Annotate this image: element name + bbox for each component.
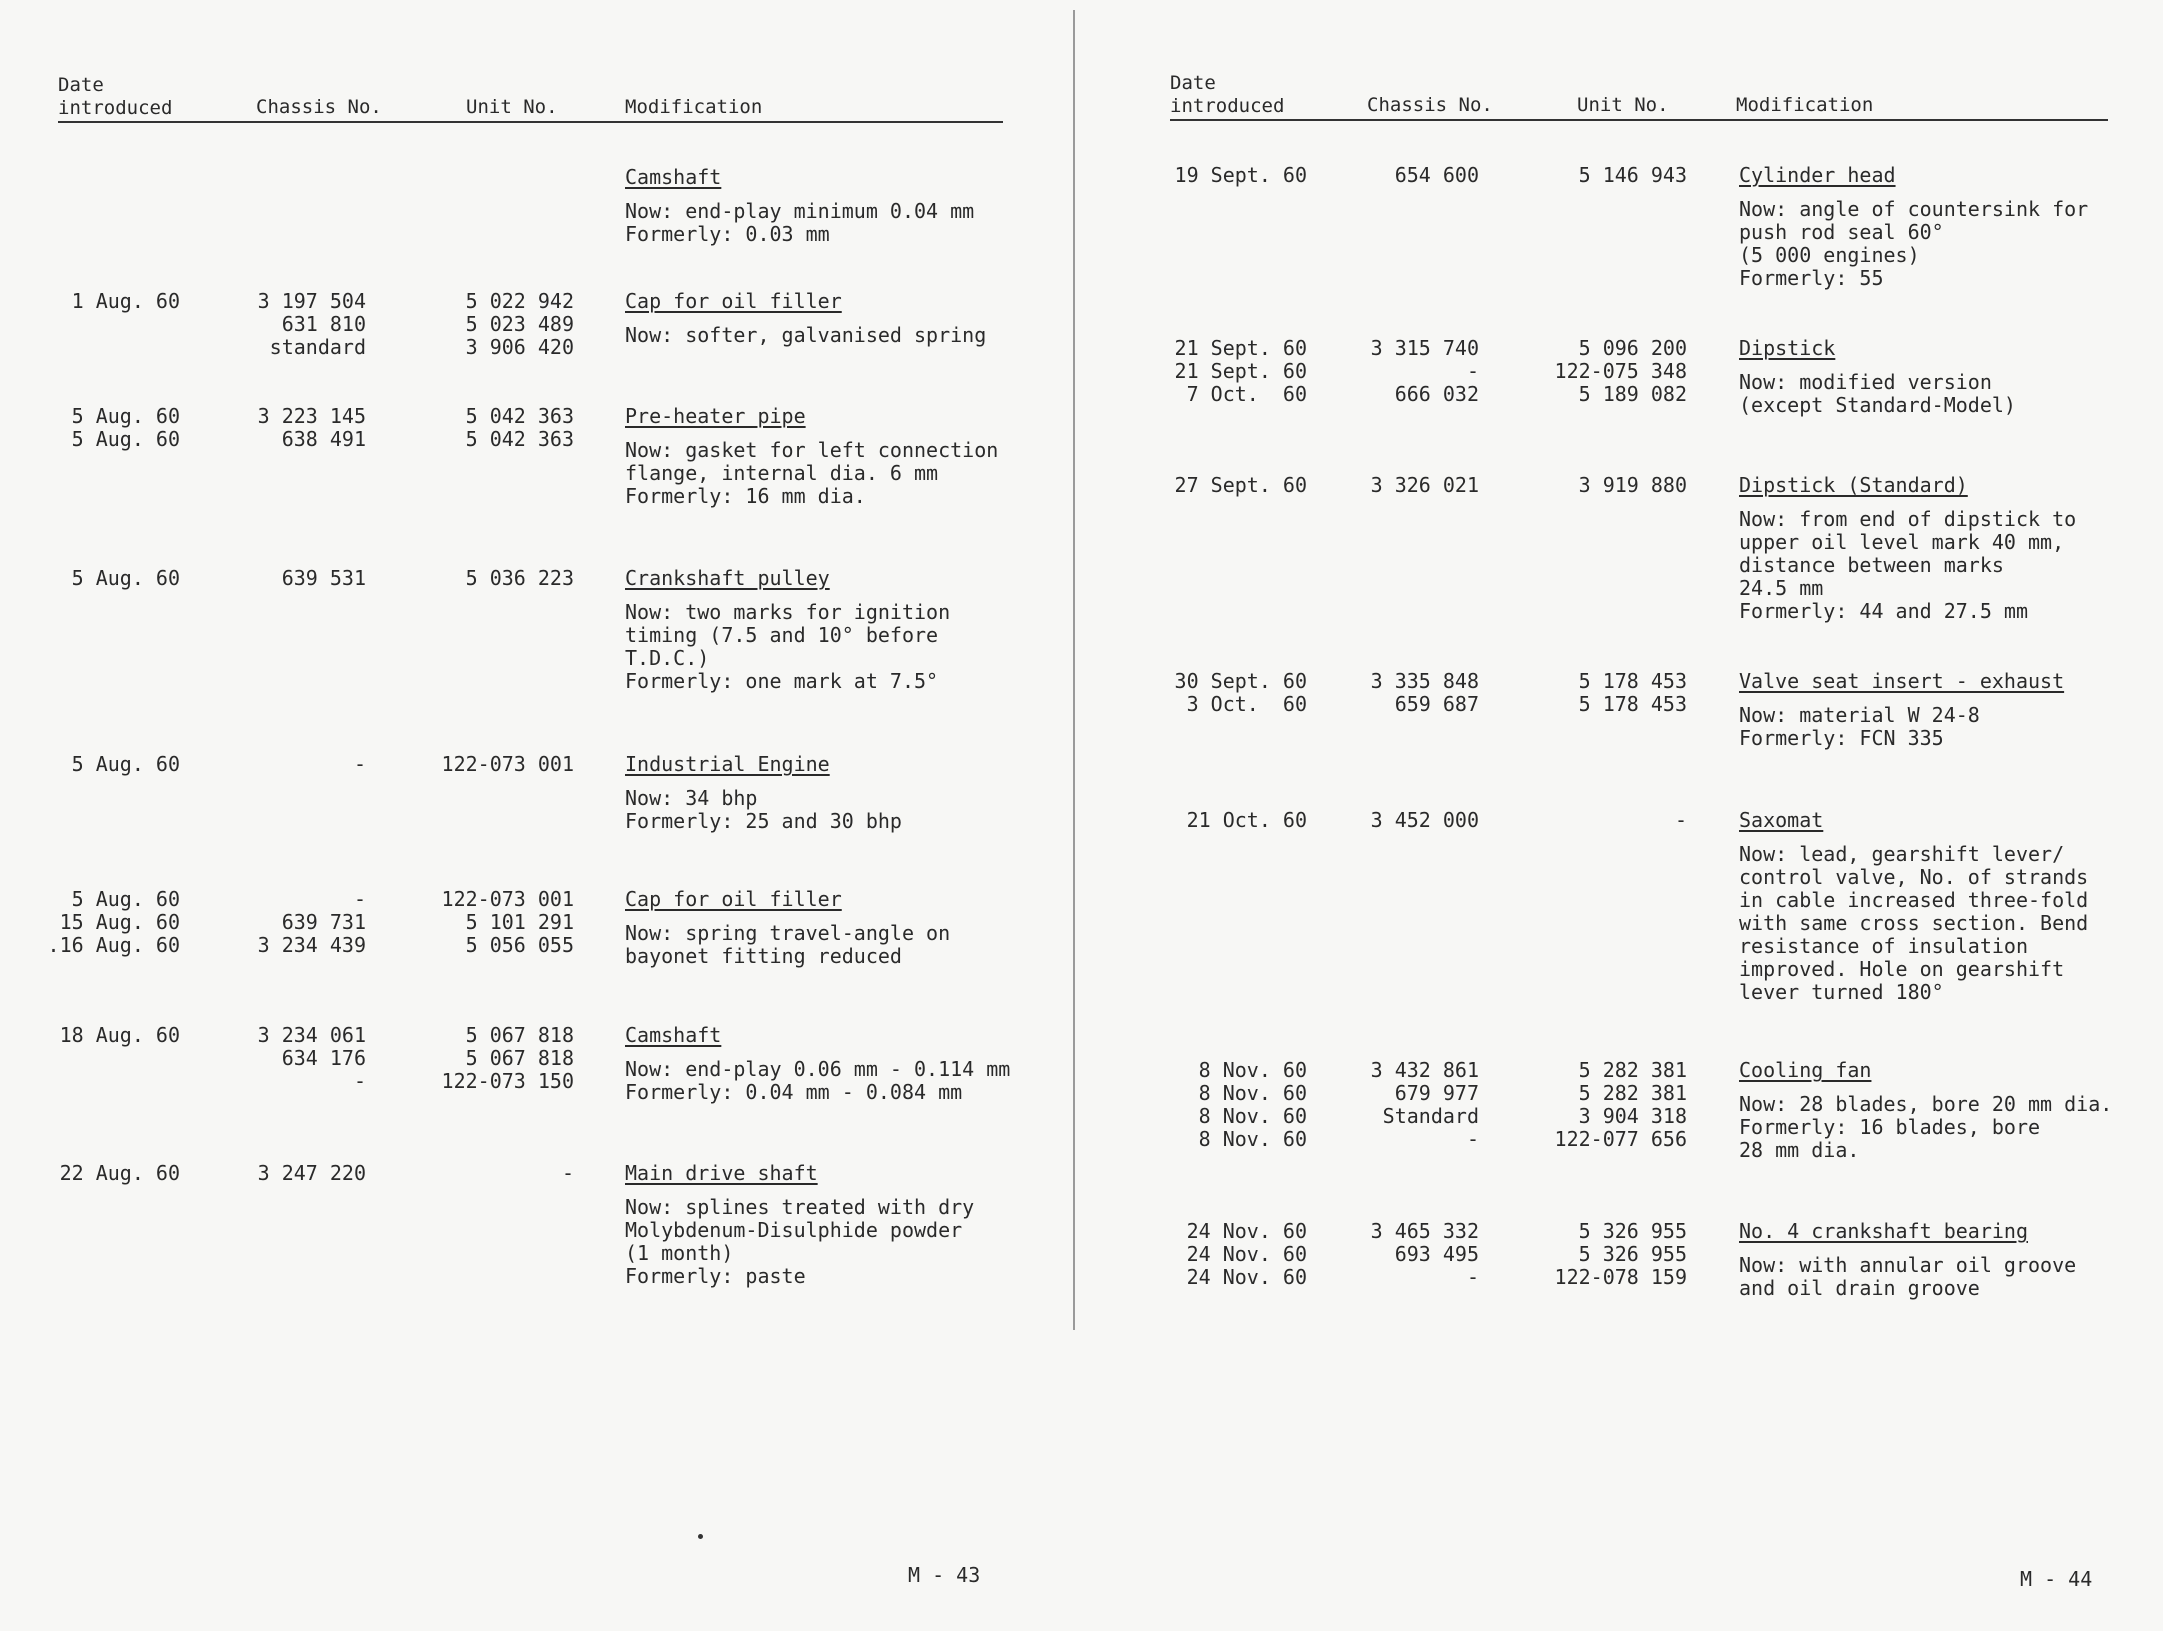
chassis-cell: 3 234 061 (257, 1023, 366, 1047)
modification-line: 24.5 mm (1739, 576, 1824, 600)
entry-modification (625, 405, 998, 508)
date-cell: 27 Sept. 60 (1174, 473, 1307, 497)
chassis-cell: 634 176 (281, 1046, 366, 1070)
chassis-cell: 659 687 (1394, 692, 1479, 716)
entry-modification (1739, 1220, 2076, 1300)
modification-line: push rod seal 60° (1739, 220, 1944, 244)
page-number: M - 44 (2020, 1567, 2093, 1591)
date-cell: 3 Oct. 60 (1186, 692, 1307, 716)
modification-title: Industrial Engine (625, 752, 830, 776)
modification-line: Formerly: 55 (1739, 266, 1884, 290)
header-date-line1: Date (1170, 72, 1216, 94)
entry-modification (625, 753, 902, 833)
entry-modification (625, 888, 950, 968)
date-cell: .16 Aug. 60 (47, 933, 180, 957)
entry-units (0, 1024, 574, 1093)
date-cell: 24 Nov. 60 (1186, 1242, 1307, 1266)
modification-line: flange, internal dia. 6 mm (625, 461, 939, 485)
date-cell: 22 Aug. 60 (59, 1161, 180, 1185)
unit-cell: 122-075 348 (1554, 359, 1687, 383)
date-cell: 5 Aug. 60 (71, 566, 180, 590)
modification-title: Cylinder head (1739, 163, 1896, 187)
unit-cell: 122-073 150 (441, 1069, 574, 1093)
modification-line: Formerly: 16 mm dia. (625, 484, 866, 508)
entry-units (0, 567, 574, 590)
chassis-cell: - (1466, 1127, 1479, 1151)
modification-line: (5 000 engines) (1739, 243, 1920, 267)
chassis-cell: - (353, 752, 366, 776)
modification-line: Formerly: one mark at 7.5° (625, 669, 939, 693)
chassis-cell: 3 465 332 (1370, 1219, 1479, 1243)
header-chassis: Chassis No. (256, 96, 382, 118)
modification-title: Main drive shaft (625, 1161, 818, 1185)
modification-title: Pre-heater pipe (625, 404, 806, 428)
unit-cell: 5 096 200 (1578, 336, 1687, 360)
entry-modification (625, 1162, 974, 1288)
modification-line: Now: with annular oil groove (1739, 1253, 2077, 1277)
chassis-cell: 3 247 220 (257, 1161, 366, 1185)
header-date (1170, 72, 1284, 118)
unit-cell: 122-073 001 (441, 887, 574, 911)
entry-modification (625, 290, 986, 347)
entry-modification (1739, 474, 2076, 623)
chassis-cell: - (353, 1069, 366, 1093)
date-cell: 7 Oct. 60 (1186, 382, 1307, 406)
entry-units (0, 290, 574, 359)
unit-cell: 5 056 055 (465, 933, 574, 957)
modification-line: Formerly: 44 and 27.5 mm (1739, 599, 2028, 623)
entry-modification (1739, 809, 2088, 1004)
entry-units (1075, 337, 1687, 406)
modification-line: Formerly: paste (625, 1264, 806, 1288)
modification-line: distance between marks (1739, 553, 2004, 577)
modification-line: bayonet fitting reduced (625, 944, 902, 968)
header-chassis: Chassis No. (1367, 94, 1493, 116)
entry-units (1075, 670, 1687, 716)
date-cell: 21 Oct. 60 (1186, 808, 1307, 832)
page-left (0, 0, 1075, 1631)
modification-line: Now: softer, galvanised spring (625, 323, 987, 347)
modification-line: Now: two marks for ignition (625, 600, 951, 624)
modification-line: Now: material W 24-8 (1739, 703, 1980, 727)
date-cell: 5 Aug. 60 (71, 404, 180, 428)
modification-line: improved. Hole on gearshift (1739, 957, 2065, 981)
modification-line: Now: lead, gearshift lever/ (1739, 842, 2065, 866)
header-rule (1170, 119, 2108, 121)
unit-cell: 3 919 880 (1578, 473, 1687, 497)
date-cell: 21 Sept. 60 (1174, 359, 1307, 383)
chassis-cell: 693 495 (1394, 1242, 1479, 1266)
chassis-cell: Standard (1382, 1104, 1479, 1128)
modification-title: No. 4 crankshaft bearing (1739, 1219, 2028, 1243)
modification-title: Valve seat insert - exhaust (1739, 669, 2065, 693)
unit-cell: 5 022 942 (465, 289, 574, 313)
modification-title: Saxomat (1739, 808, 1824, 832)
unit-cell: 5 178 453 (1578, 692, 1687, 716)
chassis-cell: 3 223 145 (257, 404, 366, 428)
chassis-cell: 654 600 (1394, 163, 1479, 187)
modification-line: upper oil level mark 40 mm, (1739, 530, 2065, 554)
date-cell: 24 Nov. 60 (1186, 1219, 1307, 1243)
page-number: M - 43 (908, 1563, 981, 1587)
unit-cell: 3 904 318 (1578, 1104, 1687, 1128)
chassis-cell: 3 315 740 (1370, 336, 1479, 360)
chassis-cell: 679 977 (1394, 1081, 1479, 1105)
chassis-cell: 639 731 (281, 910, 366, 934)
modification-line: Now: 34 bhp (625, 786, 758, 810)
header-modification: Modification (625, 96, 763, 118)
entry-units (1075, 164, 1687, 187)
entry-units (1075, 1220, 1687, 1289)
modification-line: Formerly: 0.03 mm (625, 222, 830, 246)
date-cell: 30 Sept. 60 (1174, 669, 1307, 693)
date-cell: 24 Nov. 60 (1186, 1265, 1307, 1289)
modification-line: Formerly: 25 and 30 bhp (625, 809, 902, 833)
page-right (1075, 0, 2163, 1631)
unit-cell: 5 067 818 (465, 1046, 574, 1070)
entry-units (1075, 1059, 1687, 1151)
modification-line: 28 mm dia. (1739, 1138, 1860, 1162)
modification-line: T.D.C.) (625, 646, 710, 670)
modification-line: (except Standard-Model) (1739, 393, 2016, 417)
date-cell: 5 Aug. 60 (71, 752, 180, 776)
unit-cell: 5 067 818 (465, 1023, 574, 1047)
modification-title: Cooling fan (1739, 1058, 1872, 1082)
modification-line: Now: angle of countersink for (1739, 197, 2089, 221)
modification-line: lever turned 180° (1739, 980, 1944, 1004)
modification-line: and oil drain groove (1739, 1276, 1980, 1300)
unit-cell: 5 282 381 (1578, 1058, 1687, 1082)
header-unit: Unit No. (1577, 94, 1669, 116)
unit-cell: - (1674, 808, 1687, 832)
modification-line: Now: spring travel-angle on (625, 921, 951, 945)
chassis-cell: 666 032 (1394, 382, 1479, 406)
unit-cell: 5 101 291 (465, 910, 574, 934)
chassis-cell: 3 335 848 (1370, 669, 1479, 693)
date-cell: 5 Aug. 60 (71, 427, 180, 451)
modification-line: in cable increased three-fold (1739, 888, 2089, 912)
modification-title: Dipstick (1739, 336, 1836, 360)
modification-line: Now: 28 blades, bore 20 mm dia. (1739, 1092, 2113, 1116)
unit-cell: 122-073 001 (441, 752, 574, 776)
chassis-cell: 3 234 439 (257, 933, 366, 957)
modification-line: Formerly: FCN 335 (1739, 726, 1944, 750)
unit-cell: 3 906 420 (465, 335, 574, 359)
unit-cell: 5 282 381 (1578, 1081, 1687, 1105)
date-cell: 5 Aug. 60 (71, 887, 180, 911)
header-date-line1: Date (58, 74, 104, 96)
date-cell: 15 Aug. 60 (59, 910, 180, 934)
modification-line: control valve, No. of strands (1739, 865, 2089, 889)
modification-line: with same cross section. Bend (1739, 911, 2089, 935)
modification-title: Crankshaft pulley (625, 566, 830, 590)
chassis-cell: 3 452 000 (1370, 808, 1479, 832)
entry-units (0, 753, 574, 776)
unit-cell: 5 189 082 (1578, 382, 1687, 406)
date-cell: 8 Nov. 60 (1198, 1127, 1307, 1151)
chassis-cell: - (1466, 1265, 1479, 1289)
chassis-cell: standard (269, 335, 366, 359)
modification-line: Now: modified version (1739, 370, 1992, 394)
modification-line: Now: splines treated with dry (625, 1195, 975, 1219)
date-cell: 19 Sept. 60 (1174, 163, 1307, 187)
entry-modification (625, 567, 950, 693)
entry-modification (625, 1024, 1010, 1104)
unit-cell: 5 036 223 (465, 566, 574, 590)
unit-cell: 5 023 489 (465, 312, 574, 336)
header-modification: Modification (1736, 94, 1874, 116)
unit-cell: 5 326 955 (1578, 1219, 1687, 1243)
date-cell: 8 Nov. 60 (1198, 1058, 1307, 1082)
entry-units (0, 1162, 574, 1185)
date-cell: 1 Aug. 60 (71, 289, 180, 313)
chassis-cell: 631 810 (281, 312, 366, 336)
modification-line: (1 month) (625, 1241, 734, 1265)
chassis-cell: - (353, 887, 366, 911)
modification-line: Molybdenum-Disulphide powder (625, 1218, 963, 1242)
header-rule (58, 121, 1003, 123)
modification-title: Camshaft (625, 165, 722, 189)
entry-modification (1739, 670, 2064, 750)
entry-units (1075, 809, 1687, 832)
header-unit: Unit No. (466, 96, 558, 118)
date-cell: 18 Aug. 60 (59, 1023, 180, 1047)
modification-line: Formerly: 0.04 mm - 0.084 mm (625, 1080, 963, 1104)
unit-cell: 122-078 159 (1554, 1265, 1687, 1289)
unit-cell: 5 042 363 (465, 427, 574, 451)
unit-cell: 5 042 363 (465, 404, 574, 428)
chassis-cell: - (1466, 359, 1479, 383)
entry-units (1075, 474, 1687, 497)
date-cell: 21 Sept. 60 (1174, 336, 1307, 360)
modification-line: Now: from end of dipstick to (1739, 507, 2077, 531)
modification-line: timing (7.5 and 10° before (625, 623, 939, 647)
unit-cell: 5 178 453 (1578, 669, 1687, 693)
header-date-line2: introduced (58, 97, 173, 119)
chassis-cell: 3 326 021 (1370, 473, 1479, 497)
chassis-cell: 3 197 504 (257, 289, 366, 313)
unit-cell: 5 146 943 (1578, 163, 1687, 187)
modification-line: Now: gasket for left connection (625, 438, 999, 462)
entry-units (0, 405, 574, 451)
unit-cell: - (561, 1161, 574, 1185)
entry-units (0, 888, 574, 957)
entry-modification (1739, 337, 2016, 417)
entry-modification (1739, 164, 2088, 290)
modification-line: Formerly: 16 blades, bore (1739, 1115, 2041, 1139)
modification-title: Cap for oil filler (625, 289, 842, 313)
date-cell: 8 Nov. 60 (1198, 1081, 1307, 1105)
scan-speck (698, 1534, 703, 1539)
modification-title: Cap for oil filler (625, 887, 842, 911)
chassis-cell: 3 432 861 (1370, 1058, 1479, 1082)
modification-title: Camshaft (625, 1023, 722, 1047)
modification-title: Dipstick (Standard) (1739, 473, 1968, 497)
modification-line: Now: end-play 0.06 mm - 0.114 mm (625, 1057, 1011, 1081)
date-cell: 8 Nov. 60 (1198, 1104, 1307, 1128)
header-date (58, 74, 172, 120)
unit-cell: 5 326 955 (1578, 1242, 1687, 1266)
modification-line: Now: end-play minimum 0.04 mm (625, 199, 975, 223)
entry-modification (625, 166, 974, 246)
chassis-cell: 638 491 (281, 427, 366, 451)
entry-modification (1739, 1059, 2112, 1162)
modification-line: resistance of insulation (1739, 934, 2028, 958)
header-date-line2: introduced (1170, 95, 1285, 117)
chassis-cell: 639 531 (281, 566, 366, 590)
unit-cell: 122-077 656 (1554, 1127, 1687, 1151)
